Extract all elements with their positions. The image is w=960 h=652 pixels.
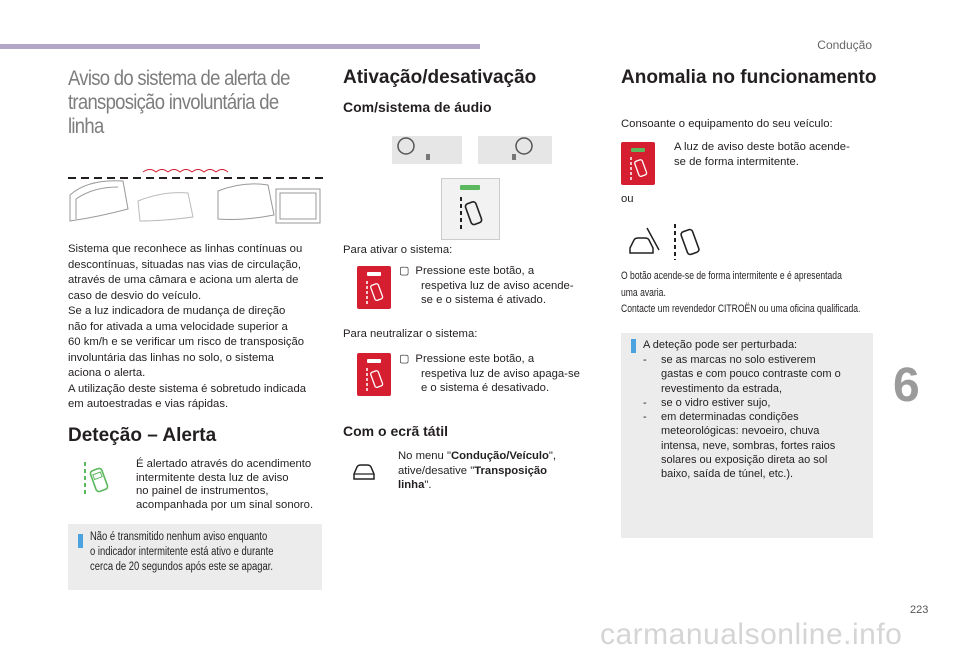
anomaly-button[interactable] [621,142,655,185]
chapter-number: 6 [893,359,920,412]
intro-paragraph: Sistema que reconhece as linhas contínuas ou descontínuas, situadas nas vias de circulação, através de uma câmara e aciona um alerta de caso de desvio do veículo. Se a luz indicadora de mudança de direção não for ativada a uma velocidade superior a 60 km/h e se verificar um risco de transposição involuntária das linhas no solo, o sistema aciona o alerta. A utilização deste sistema é sobretudo indicada em autoestradas e vias rápidas. [68,243,307,410]
watermark: carmanualsonline.info [600,618,903,651]
activate-button[interactable] [357,266,391,309]
lane-warning-green-icon [82,460,110,498]
bullet-icon: ▢ [399,353,410,365]
info-marker-icon [78,534,83,548]
note-line: o indicador intermitente está ativo e durante [90,545,274,558]
header-bar [0,44,480,49]
lane-departure-icon [458,195,484,231]
page-title: Aviso do sistema de alerta de transposição involuntária de linha [68,67,290,138]
section-title: Condução [817,38,872,52]
deactivate-text: ▢ Pressione este botão, a respetiva luz de aviso apaga-se e o sistema é desativado. [399,353,580,394]
lane-warning-car-icon [627,226,661,256]
page-number: 223 [910,604,929,616]
touchscreen-subheading: Com o ecrã tátil [343,423,449,439]
bullet-icon: ▢ [399,265,410,277]
alert-text: É alertado através do acendimento intermitente desta luz de aviso no painel de instrumentos, acompanhada por um sinal sonoro. [136,458,314,511]
lane-departure-icon [629,156,649,182]
lane-departure-icon [365,367,385,393]
audio-subheading: Com/sistema de áudio [343,99,492,115]
activation-heading: Ativação/desativação [343,67,537,88]
note-box [68,524,322,590]
note-line: Não é transmitido nenhum aviso enquanto [90,531,268,543]
note-line: cerca de 20 segundos após este se apagar. [90,560,273,573]
anomaly-intro: Consoante o equipamento do seu veículo: [621,118,833,130]
detection-note-box [621,333,873,538]
deactivate-label: Para neutralizar o sistema: [343,328,478,340]
info-marker-icon [631,339,636,353]
lane-departure-icon [365,280,385,306]
activate-label: Para ativar o sistema: [343,244,453,256]
anomaly-heading: Anomalia no funcionamento [621,67,877,88]
note-title: A deteção pode ser perturbada: [643,339,798,351]
lane-departure-illustration [68,165,324,227]
steering-wheel-controls-illustration [392,132,552,168]
anomaly-button-text: A luz de aviso deste botão acende- se de forma intermitente. [674,141,850,168]
lane-assist-button[interactable] [441,178,500,240]
touchscreen-text: No menu "Condução/Veículo", ative/desative "Transposição linha". [398,450,557,491]
indicator-led-icon [460,185,480,190]
note-item: - se o vidro estiver sujo, [643,396,771,409]
note-item: - se as marcas no solo estiverem gastas e com pouco contraste com o revestimento da estrada, [643,354,841,395]
alert-heading: Deteção – Alerta [68,425,217,446]
car-icon [351,462,377,482]
anomaly-description: O botão acende-se de forma intermitente e é apresentada uma avaria. Contacte um revendedor CITROËN ou uma oficina qualificada. [621,270,861,315]
lane-departure-icon [672,222,702,262]
or-label: ou [621,193,634,205]
activate-text: ▢ Pressione este botão, a respetiva luz de aviso acende- se e o sistema é ativado. [399,265,574,306]
deactivate-button[interactable] [357,353,391,396]
note-item: - em determinadas condições meteorológicas: nevoeiro, chuva intensa, neve, sombras, fortes raios solares ou exposição direta ao sol baixo, saída de túnel, etc.). [643,411,836,481]
